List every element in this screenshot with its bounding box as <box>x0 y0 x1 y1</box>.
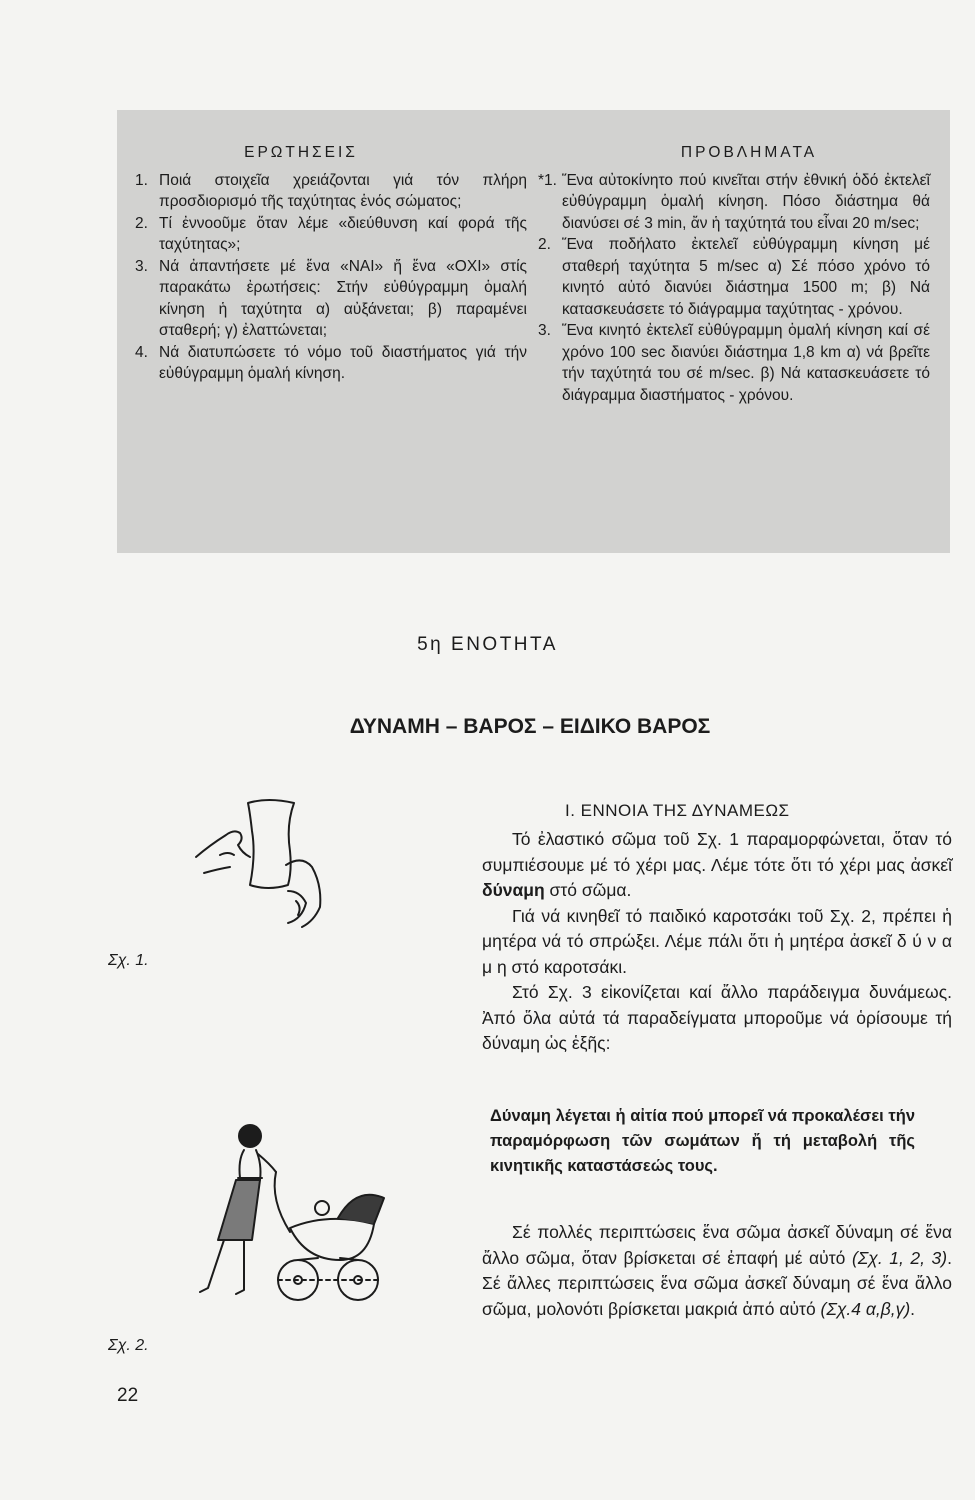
figure-1-hand-squeezing <box>190 795 340 935</box>
paragraph-2: Γιά νά κινηθεῖ τό παιδικό καροτσάκι τοῦ Σχ. 2, πρέπει ἡ μητέρα νά τό σπρώξει. Λέμε πάλι ὅτι ἡ μητέρα ἀσκεῖ δ ύ ν α μ η στό καροτσάκι. <box>482 905 952 977</box>
question-number: 1. <box>135 171 148 189</box>
problem-text: Ἕνα ποδήλατο ἐκτελεῖ εὐθύγραμμη κίνηση μέ σταθερή ταχύτητα 5 m/sec α) Σέ πόσο χρόνο τό κινητό αὐτό διανύει διάστημα 1500 m; β) Νά κατασκευάσετε τό διάγραμμα ταχύτητας - χρόνου. <box>562 236 930 318</box>
figure-1-caption: Σχ. 1. <box>108 952 149 969</box>
figure-ref: (Σχ.4 α,β,γ) <box>820 1298 911 1319</box>
subheading: Ι. ΕΝΝΟΙΑ ΤΗΣ ΔΥΝΑΜΕΩΣ <box>565 801 790 820</box>
question-number: 2. <box>135 214 148 232</box>
text-run: Σέ πολλές περιπτώσεις ἕνα σῶμα ἀσκεῖ δύναμη σέ ἕνα ἄλλο σῶμα, ὅταν βρίσκεται σέ ἐπαφή μέ αὐτό <box>482 1222 952 1268</box>
problem-number: *1. <box>538 171 557 189</box>
text-run: . <box>910 1298 916 1319</box>
problem-text: Ἕνα αὐτοκίνητο πού κινεῖται στήν ἐθνική ὁδό ἐκτελεῖ εὐθύγραμμη ὁμαλή κίνηση. Πόσο διάστημα θά διανύσει σέ 3 min, ἄν ἡ ταχύτητά του εἶναι 20 m/sec; <box>562 171 930 232</box>
figure-2-caption: Σχ. 2. <box>108 1337 149 1354</box>
problems-column <box>538 142 930 406</box>
term-force: δύναμη <box>482 880 545 900</box>
body-paragraphs <box>482 827 952 1057</box>
body-paragraph-4 <box>482 1220 952 1322</box>
section-title: ΔΥΝΑΜΗ – ΒΑΡΟΣ – ΕΙΔΙΚΟ ΒΑΡΟΣ <box>349 715 711 738</box>
problems-title: ΠΡΟΒΛΗΜΑΤΑ <box>680 144 818 161</box>
question-item <box>135 256 527 342</box>
question-item <box>135 213 527 256</box>
problem-item <box>538 234 930 320</box>
text-run: στό σῶμα. <box>544 880 632 900</box>
text-run: Τό ἐλαστικό σῶμα τοῦ Σχ. 1 παραμορφώνεται, ὅταν τό συμπιέσουμε μέ τό χέρι μας. Λέμε τότε ὅτι τό χέρι μας ἀσκεῖ <box>482 829 952 875</box>
question-text: Τί ἐννοοῦμε ὅταν λέμε «διεύθυνση καί φορά τῆς ταχύτητας»; <box>159 214 527 253</box>
problem-number: 3. <box>538 322 551 339</box>
problem-item <box>538 320 930 406</box>
paragraph-1 <box>482 827 952 904</box>
force-definition: Δύναμη λέγεται ἡ αἰτία πού μπορεῖ νά προκαλέσει τήν παραμόρφωση τῶν σωμάτων ἤ τή μεταβολή τῆς κινητικῆς καταστάσεώς τους. <box>490 1107 915 1175</box>
paragraph-4 <box>482 1220 952 1322</box>
figure-ref: (Σχ. 1, 2, 3) <box>851 1247 948 1268</box>
question-text: Ποιά στοιχεῖα χρειάζονται γιά τόν πλήρη προσδιορισμό τῆς ταχύτητας ἑνός σώματος; <box>159 171 527 210</box>
questions-column <box>135 142 527 385</box>
figure-2-stroller <box>178 1120 398 1310</box>
section-number: 5η ΕΝΟΤΗΤΑ <box>417 634 558 655</box>
question-text: Νά διατυπώσετε τό νόμο τοῦ διαστήματος γιά τήν εὐθύγραμμη ὁμαλή κίνηση. <box>159 343 527 382</box>
paragraph-3: Στό Σχ. 3 εἰκονίζεται καί ἄλλο παράδειγμα δυνάμεως. Ἀπό ὅλα αὐτά τά παραδείγματα μποροῦμε νά ὁρίσουμε τή δύναμη ὡς ἑξῆς: <box>482 982 952 1053</box>
question-number: 4. <box>135 343 148 361</box>
text-run: . Σέ ἄλλες περιπτώσεις ἕνα σῶμα ἀσκεῖ δύναμη σέ ἕνα ἄλλο σῶμα, μολονότι βρίσκεται μακριά ἀπό αὐτό <box>482 1247 952 1319</box>
problem-number: 2. <box>538 236 551 253</box>
page-number: 22 <box>117 1385 139 1406</box>
question-text: Νά ἀπαντήσετε μέ ἕνα «ΝΑΙ» ἤ ἕνα «ΟΧΙ» στίς παρακάτω ἐρωτήσεις: Στήν εὐθύγραμμη ὁμαλή κίνηση ἡ ταχύτητα α) αὐξάνεται; β) παραμένει σταθερή; γ) ἐλαττώνεται; <box>159 257 527 339</box>
question-number: 3. <box>135 257 148 275</box>
question-item <box>135 342 527 385</box>
problem-text: Ἕνα κινητό ἐκτελεῖ εὐθύγραμμη ὁμαλή κίνηση καί σέ χρόνο 100 sec διανύει διάστημα 1,8 km α) νά βρεῖτε τήν ταχύτητά του σέ m/sec. β) Νά κατασκευάσετε τό διάγραμμα διαστήματος - χρόνου. <box>562 322 930 404</box>
questions-title: ΕΡΩΤΗΣΕΙΣ <box>244 144 358 161</box>
question-item <box>135 170 527 213</box>
problem-item <box>538 170 930 235</box>
